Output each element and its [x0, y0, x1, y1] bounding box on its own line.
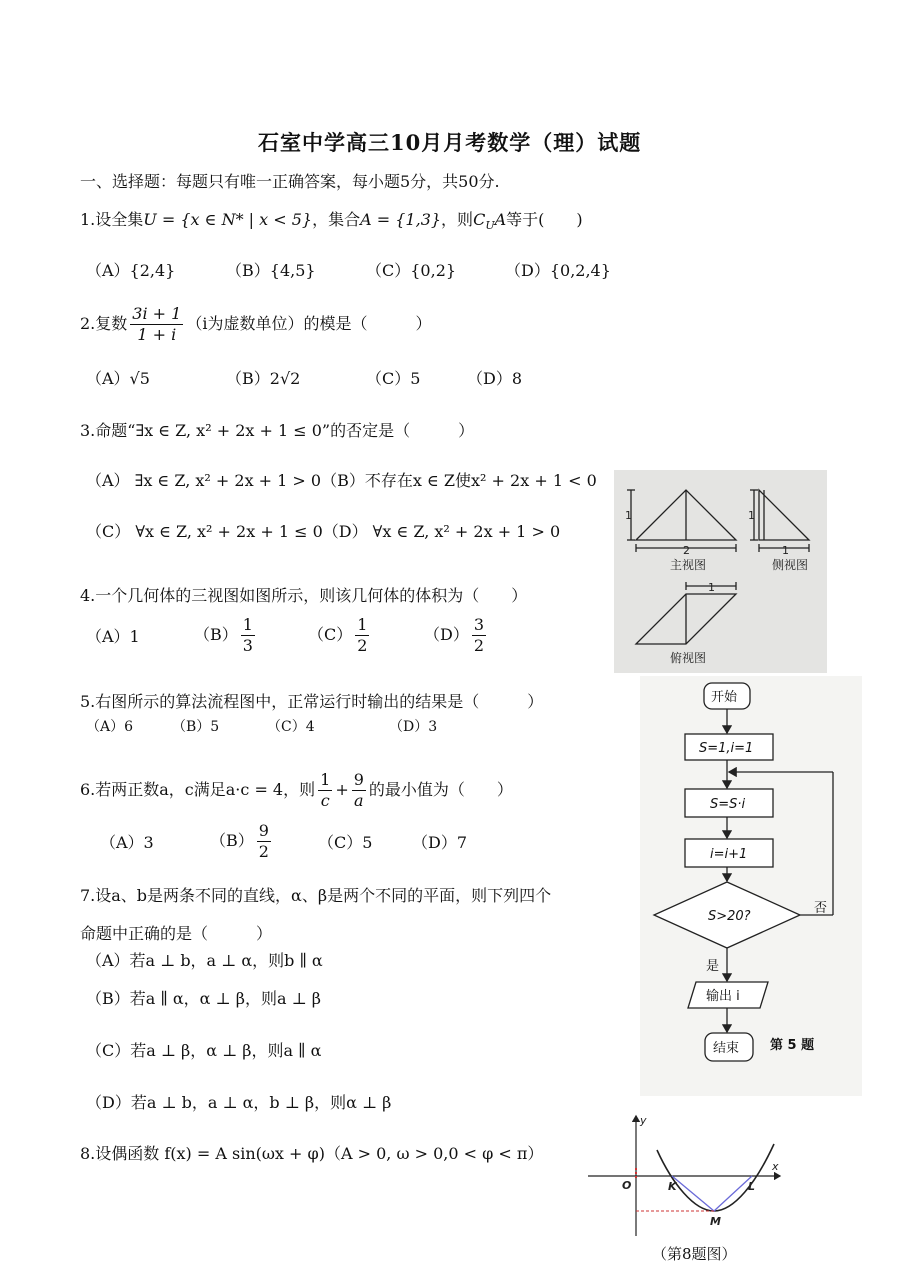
q7-option-a: （A）若a ⊥ b，a ⊥ α，则b ∥ α	[86, 951, 323, 970]
q7-option-b: （B）若a ∥ α，α ⊥ β，则a ⊥ β	[86, 989, 321, 1008]
q4-option-c: （C） $\frac{1}{2}$	[308, 615, 368, 655]
page-title: 石室中学高三10月月考数学（理）试题	[258, 130, 642, 155]
q3-options-ab: （A） ∃x ∈ Z, x² + 2x + 1 > 0（B）不存在x ∈ Z使x² + 2x + 1 < 0	[86, 471, 597, 490]
q7-option-d: （D）若a ⊥ b，a ⊥ α，b ⊥ β，则α ⊥ β	[86, 1093, 392, 1112]
question-6-stem: 6.若两正数a，c满足a·c = 4，则 $\frac{1}{c}$ + $\frac{9}{a}$ 的最小值为（ ）	[80, 770, 513, 810]
q5-option-a: （A）6	[86, 719, 134, 735]
q5-option-d: （D）3	[389, 719, 438, 735]
flow-condition: S>20?	[708, 909, 751, 924]
q7-option-c: （C）若a ⊥ β，α ⊥ β，则a ∥ α	[86, 1041, 322, 1060]
question-8-stem: 8.设偶函数 f(x) = A sin(ωx + φ)（A > 0, ω > 0,0 < φ < π）	[80, 1144, 544, 1163]
side-view-label: 侧视图	[772, 558, 809, 572]
graph-m-label: M	[710, 1215, 721, 1228]
graph-k-label: K	[668, 1180, 677, 1193]
dim-h1-label: 1	[625, 509, 632, 522]
sine-graph-figure	[584, 1108, 790, 1274]
q1-option-d: （D）{0,2,4}	[505, 261, 611, 280]
front-view-label: 主视图	[670, 558, 707, 572]
q5-option-c: （C）4	[267, 719, 315, 735]
q1-option-a: （A）{2,4}	[86, 261, 176, 280]
flowchart-drawing	[640, 676, 862, 1096]
question-7-stem-line1: 7.设a、b是两条不同的直线，α、β是两个不同的平面，则下列四个	[80, 886, 552, 905]
q2-option-b: （B）2√2	[226, 369, 301, 388]
graph-l-label: L	[748, 1180, 756, 1193]
flow-step1: S=S·i	[710, 797, 746, 812]
graph-y-label: y	[640, 1114, 647, 1127]
top-view-label: 俯视图	[670, 651, 707, 665]
q2-option-a: （A）√5	[86, 369, 150, 388]
q2-option-d: （D）8	[467, 369, 523, 388]
question-4-stem: 4.一个几何体的三视图如图所示，则该几何体的体积为（ ）	[80, 586, 528, 605]
question-5-stem: 5.右图所示的算法流程图中，正常运行时输出的结果是（ ）	[80, 692, 544, 711]
dim-top-label: 1	[708, 581, 715, 594]
dim-w2-label: 2	[683, 544, 690, 557]
flow-caption: 第 5 题	[770, 1038, 815, 1053]
three-view-drawing	[614, 470, 827, 673]
q4-option-b: （B） $\frac{1}{3}$	[194, 615, 253, 655]
q6-option-b: （B） $\frac{9}{2}$	[210, 821, 269, 861]
question-3-stem: 3.命题“∃x ∈ Z, x² + 2x + 1 ≤ 0”的否定是（ ）	[80, 421, 475, 440]
q6-option-a: （A）3	[100, 833, 154, 852]
q1-option-b: （B）{4,5}	[226, 261, 316, 280]
question-2-stem: 2.复数 $\frac{3i + 1}{1 + i}$ （i为虚数单位）的模是（ ）	[80, 304, 432, 344]
q2-fraction: $\frac{3i + 1}{1 + i}$	[132, 304, 182, 344]
q2-option-c: （C）5	[366, 369, 421, 388]
q3-options-cd: （C） ∀x ∈ Z, x² + 2x + 1 ≤ 0（D） ∀x ∈ Z, x² + 2x + 1 > 0	[86, 522, 561, 541]
dim-w1-label: 1	[782, 544, 789, 557]
q4-option-d: （D） $\frac{3}{2}$	[424, 615, 485, 655]
three-view-figure	[614, 470, 827, 673]
question-7-stem-line2: 命题中正确的是（ ）	[80, 924, 273, 943]
q1-option-c: （C）{0,2}	[366, 261, 457, 280]
flow-yes-label: 是	[706, 959, 720, 974]
flow-no-label: 否	[814, 901, 828, 916]
graph-x-label: x	[772, 1160, 779, 1173]
flow-output: 输出 i	[706, 989, 740, 1004]
graph-caption: （第8题图）	[652, 1245, 737, 1263]
q4-option-a: （A）1	[86, 627, 140, 646]
dim-h2-label: 1	[748, 509, 755, 522]
q5-option-b: （B）5	[172, 719, 220, 735]
section-heading: 一、选择题：每题只有唯一正确答案，每小题5分，共50分.	[80, 172, 500, 191]
question-1-stem: 1.设全集U = {x ∈ N* | x < 5}，集合A = {1,3}，则$C_UA$等于( )	[80, 210, 583, 233]
flowchart-figure	[640, 676, 862, 1096]
flow-init: S=1,i=1	[699, 741, 754, 756]
flow-start: 开始	[711, 690, 738, 705]
flow-end: 结束	[713, 1041, 740, 1056]
flow-step2: i=i+1	[710, 847, 748, 862]
q6-option-c: （C）5	[318, 833, 373, 852]
q6-option-d: （D）7	[412, 833, 468, 852]
graph-origin-label: O	[622, 1179, 632, 1192]
